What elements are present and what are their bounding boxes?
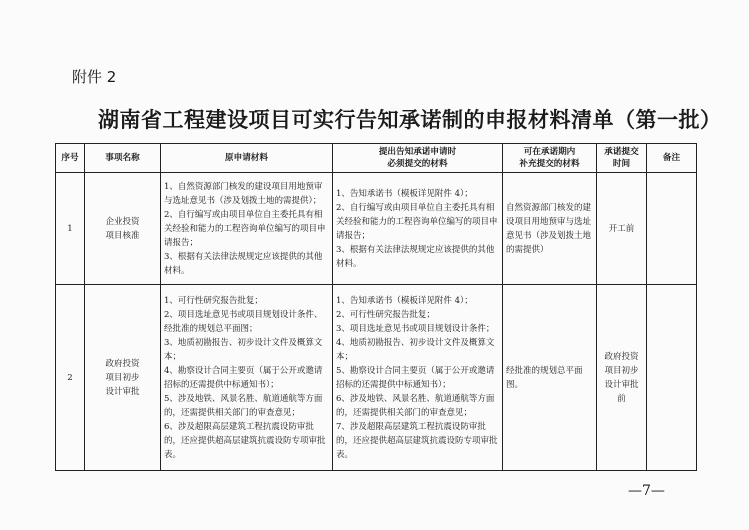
header-supplement: 可在承诺期内 补充提交的材料 <box>503 144 597 173</box>
cell-note <box>647 173 697 285</box>
header-note: 备注 <box>647 144 697 173</box>
cell-seq: 1 <box>56 173 85 285</box>
cell-name: 企业投资 项目核准 <box>85 173 161 285</box>
page-number: —7— <box>628 483 665 499</box>
cell-original: 1、自然资源部门核发的建设项目用地预审与选址意见书（涉及划拨土地的需提供）； 2、自行编写或由项目单位自主委托具有相关经验和能力的工程咨询单位编写的项目申请报告； 3、根据有关法律法规规定应该提供的其他材料。 <box>161 173 333 285</box>
header-commit-required: 提出告知承诺申请时 必须提交的材料 <box>333 144 503 173</box>
cell-note <box>647 285 697 471</box>
cell-seq: 2 <box>56 285 85 471</box>
header-original: 原申请材料 <box>161 144 333 173</box>
cell-supplement: 经批准的规划总平面图。 <box>503 285 597 471</box>
header-seq: 序号 <box>56 144 85 173</box>
table-header-row <box>56 144 697 173</box>
cell-supplement: 自然资源部门核发的建设项目用地预审与选址意见书（涉及划拨土地的需提供） <box>503 173 597 285</box>
cell-deadline: 政府投资 项目初步 设计审批 前 <box>597 285 647 471</box>
cell-deadline: 开工前 <box>597 173 647 285</box>
table-row <box>56 173 697 285</box>
header-name: 事项名称 <box>85 144 161 173</box>
cell-original: 1、可行性研究报告批复； 2、项目选址意见书或项目规划设计条件、经批准的规划总平面图； 3、地质初勘报告、初步设计文件及概算文本； 4、勘察设计合同主要页（属于公开或邀请招标的还需提供中标通知书）； 5、涉及地铁、风景名胜、航道通航等方面的，还需提供相关部门的审查意见； 6、涉及超限高层建筑工程抗震设防审批的，还应提供超高层建筑抗震设防专项审批表。 <box>161 285 333 471</box>
materials-table <box>55 143 697 471</box>
cell-commit-required: 1、告知承诺书（模板详见附件 4）； 2、可行性研究报告批复； 3、项目选址意见书或项目规划设计条件； 4、地质初勘报告、初步设计文件及概算文本； 5、勘察设计合同主要页（属于公开或邀请招标的还需提供中标通知书）； 6、涉及地铁、风景名胜、航道通航等方面的，还需提供相关部门的审查意见； 7、涉及超限高层建筑工程抗震设防审批的，还应提供超高层建筑抗震设防专项审批表。 <box>333 285 503 471</box>
cell-commit-required: 1、告知承诺书（模板详见附件 4）； 2、自行编写或由项目单位自主委托具有相关经验和能力的工程咨询单位编写的项目申请报告； 3、根据有关法律法规规定应该提供的其他材料。 <box>333 173 503 285</box>
attachment-label: 附件 2 <box>72 68 117 86</box>
header-deadline: 承诺提交 时间 <box>597 144 647 173</box>
table-row <box>56 285 697 471</box>
document-title: 湖南省工程建设项目可实行告知承诺制的申报材料清单（第一批） <box>98 108 722 132</box>
cell-name: 政府投资 项目初步 设计审批 <box>85 285 161 471</box>
